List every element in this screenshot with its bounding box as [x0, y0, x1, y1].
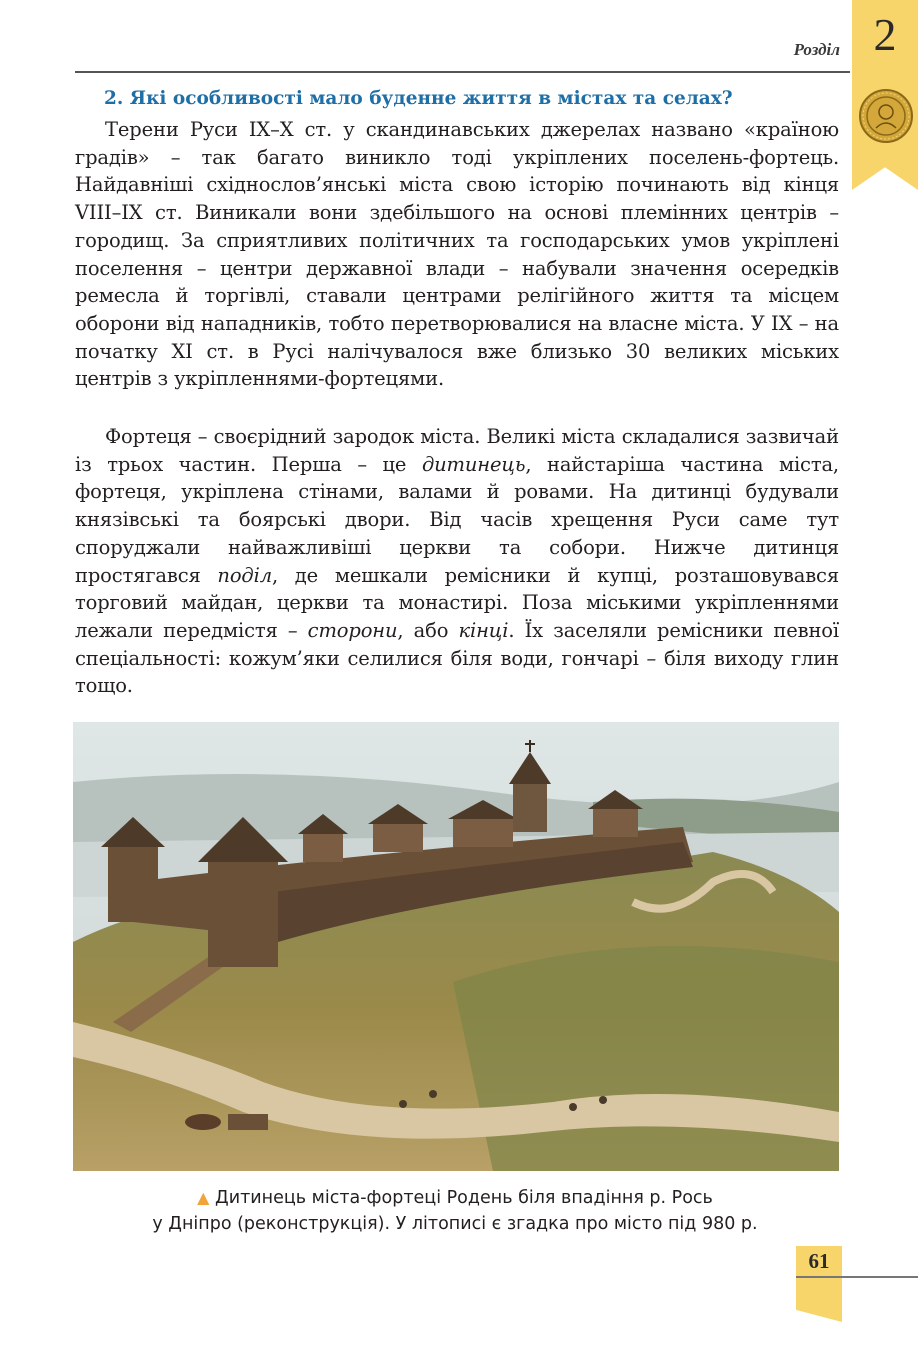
section-label: Розділ [793, 40, 840, 59]
triangle-marker-icon: ▲ [197, 1188, 210, 1207]
caption-line-1: Дитинець міста-фортеці Родень біля впадіння р. Рось [215, 1188, 713, 1208]
chapter-number: 2 [873, 9, 897, 60]
term-storony: сторони [307, 618, 398, 642]
paragraph-1 [75, 116, 839, 393]
fortress-diorama-photo [73, 722, 839, 1171]
paragraph-2-text-b: , найстаріша частина міста, фортеця, укріплена стінами, валами й ровами. На дитинці будували князівські та боярські двори. Від часів хрещення Руси саме тут споруджали найважливіші церкви та собори. Нижче дитинця простягався [75, 452, 839, 587]
paragraph-2 [75, 423, 839, 700]
header-divider [75, 71, 850, 73]
term-dytynets: дитинець [421, 452, 526, 476]
caption-line-2: у Дніпро (реконструкція). У літописі є згадка про місто під 980 р. [152, 1214, 758, 1234]
figure-caption [100, 1185, 810, 1237]
term-kintsi: кінці [458, 618, 509, 642]
paragraph-2-text-a: Фортеця – своєрідний зародок міста. Великі міста складалися зазвичай із трьох частин. Перша – це [75, 425, 839, 476]
term-podil: поділ [217, 563, 272, 587]
paragraph-2-text-e: . Їх заселяли ремісники певної спеціальності: кожум’яки селилися біля води, гончарі – біля виходу глин тощо. [75, 618, 839, 698]
paragraph-2-text-c: , де мешкали ремісники й купці, розташовувався торговий майдан, церкви та монастирі. Поза міськими укріпленнями лежали передмістя – [75, 563, 839, 642]
footer-divider [796, 1276, 918, 1278]
section-heading: 2. Які особливості мало буденне життя в містах та селах? [104, 88, 733, 109]
paragraph-1-text: Терени Руси IX–X ст. у скандинавських джерелах названо «країною градів» – так багато виникло тоді укріплених поселень-фортець. Найдавніші східнослов’янські міста свою історію починають від кінця VIII–IX ст. Виникали вони здебільшого на основі племінних центрів – городищ. За сприятливих політичних та господарських умов укріплені поселення – центри державної влади – набували значення осередків ремесла й торгівлі, ставали центрами релігійного життя та місцем оборони від нападників, тобто перетворювалися на власне міста. У IX – на початку XI ст. в Русі налічувалося вже близько 30 великих міських центрів з укріпленнями-фортецями. [75, 118, 839, 391]
coin-medallion-icon [858, 88, 914, 144]
page-number: 61 [808, 1249, 830, 1273]
paragraph-2-text-d: , або [397, 618, 459, 642]
